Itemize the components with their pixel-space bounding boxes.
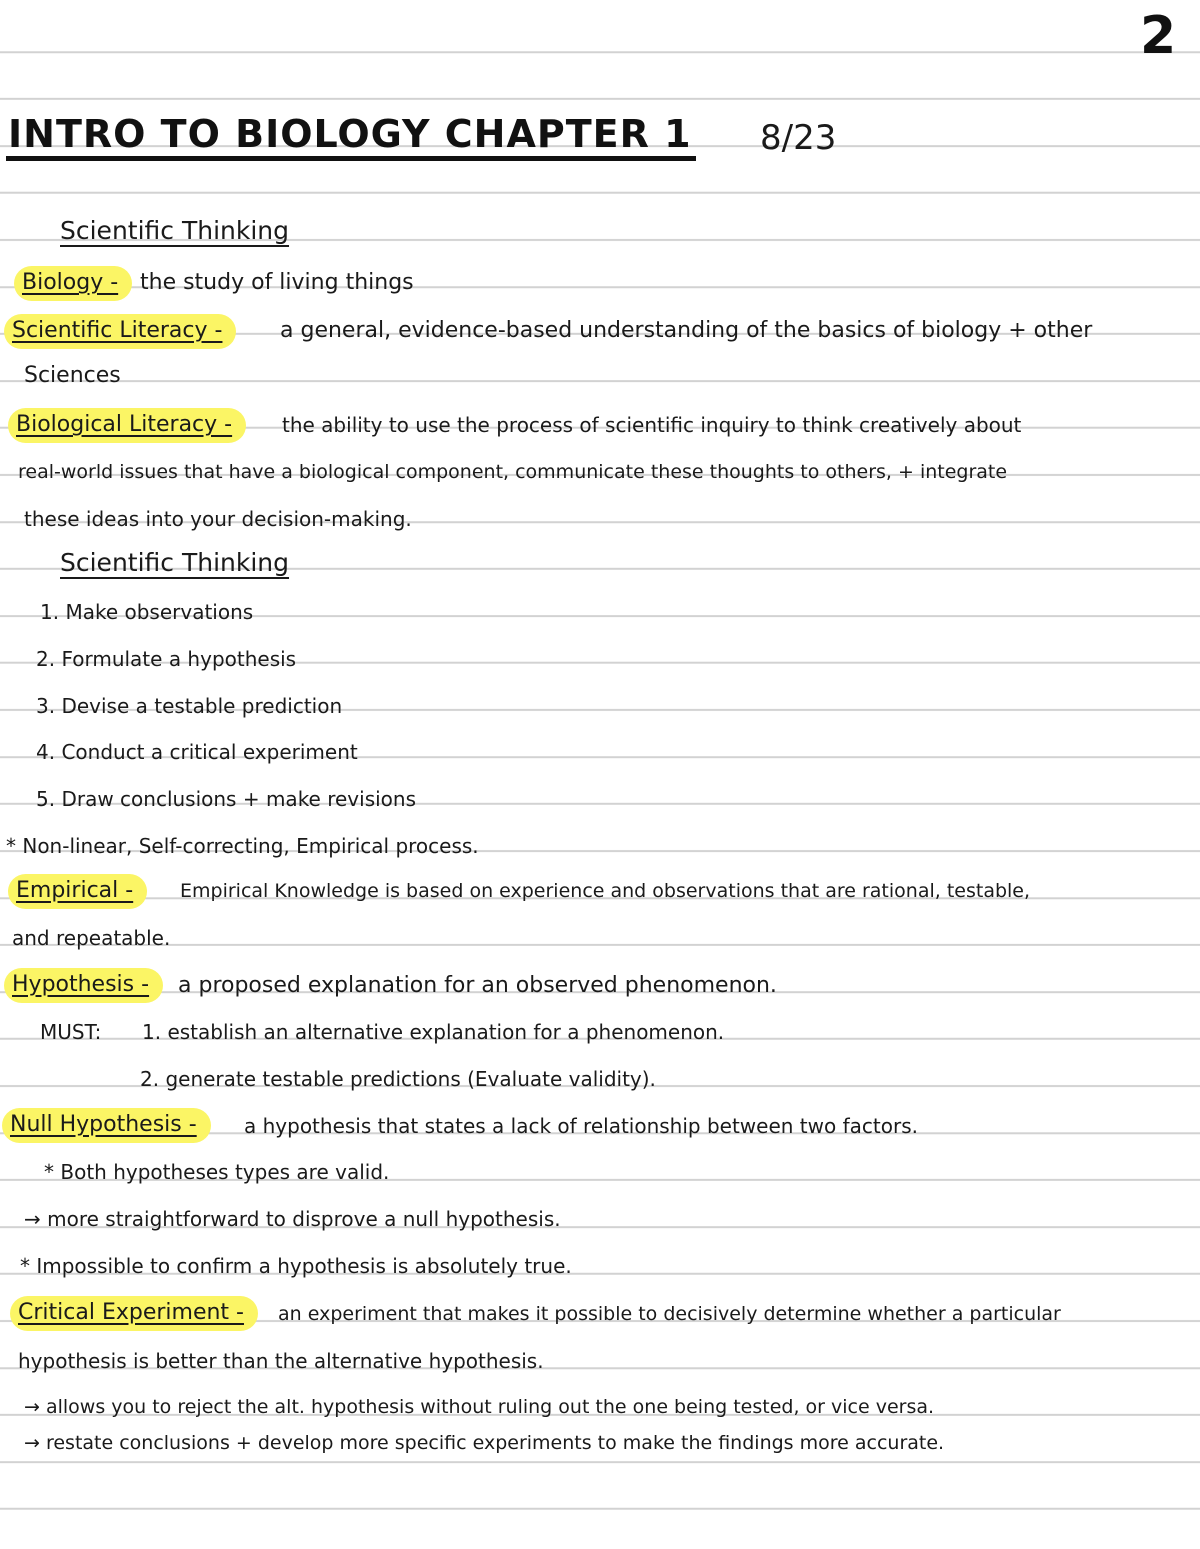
page-number: 2 xyxy=(1140,6,1177,66)
term-empirical: Empirical - xyxy=(8,874,147,909)
definition-biological-literacy-cont2: these ideas into your decision-making. xyxy=(24,507,412,531)
definition-empirical-cont: and repeatable. xyxy=(12,926,171,950)
section-heading-scientific-thinking-steps: Scientific Thinking xyxy=(60,548,290,577)
null-hypothesis-note-3: * Impossible to confirm a hypothesis is absolutely true. xyxy=(20,1254,572,1278)
null-hypothesis-note-1: * Both hypotheses types are valid. xyxy=(44,1160,390,1184)
step-item: 1. Make observations xyxy=(40,600,254,624)
definition-hypothesis: a proposed explanation for an observed phenomenon. xyxy=(178,973,777,998)
step-item: 4. Conduct a critical experiment xyxy=(36,740,358,764)
process-note: * Non-linear, Self-correcting, Empirical process. xyxy=(6,834,479,858)
hypothesis-must-1: 1. establish an alternative explanation for a phenomenon. xyxy=(142,1020,725,1044)
term-scientific-literacy: Scientific Literacy - xyxy=(4,314,236,349)
definition-biological-literacy: the ability to use the process of scientific inquiry to think creatively about xyxy=(282,413,1022,437)
title-underline xyxy=(6,156,696,161)
definition-biology: the study of living things xyxy=(140,270,414,295)
term-biology: Biology - xyxy=(14,266,132,301)
hypothesis-must-label: MUST: xyxy=(40,1020,102,1044)
critical-experiment-note-1: → allows you to reject the alt. hypothesis without ruling out the one being tested, or vice versa. xyxy=(24,1396,935,1418)
definition-null-hypothesis: a hypothesis that states a lack of relationship between two factors. xyxy=(244,1114,918,1138)
term-hypothesis: Hypothesis - xyxy=(4,968,163,1003)
step-item: 5. Draw conclusions + make revisions xyxy=(36,787,417,811)
section-heading-scientific-thinking: Scientific Thinking xyxy=(60,216,290,245)
term-critical-experiment: Critical Experiment - xyxy=(10,1296,258,1331)
step-item: 3. Devise a testable prediction xyxy=(36,694,343,718)
definition-critical-experiment-cont: hypothesis is better than the alternative hypothesis. xyxy=(18,1349,544,1373)
null-hypothesis-note-2: → more straightforward to disprove a null hypothesis. xyxy=(24,1207,561,1231)
date: 8/23 xyxy=(760,118,837,158)
critical-experiment-note-2: → restate conclusions + develop more specific experiments to make the findings more accurate. xyxy=(24,1432,945,1454)
definition-scientific-literacy: a general, evidence-based understanding of the basics of biology + other xyxy=(280,318,1093,343)
definition-biological-literacy-cont1: real-world issues that have a biological component, communicate these thoughts to others, + integrate xyxy=(18,461,1008,483)
page-title: INTRO TO BIOLOGY CHAPTER 1 xyxy=(8,112,692,156)
definition-empirical: Empirical Knowledge is based on experience and observations that are rational, testable, xyxy=(180,880,1031,902)
term-biological-literacy: Biological Literacy - xyxy=(8,408,246,443)
step-item: 2. Formulate a hypothesis xyxy=(36,647,297,671)
hypothesis-must-2: 2. generate testable predictions (Evaluate validity). xyxy=(140,1067,656,1091)
term-null-hypothesis: Null Hypothesis - xyxy=(2,1108,211,1143)
definition-scientific-literacy-cont: Sciences xyxy=(24,363,121,388)
definition-critical-experiment: an experiment that makes it possible to decisively determine whether a particular xyxy=(278,1303,1061,1325)
